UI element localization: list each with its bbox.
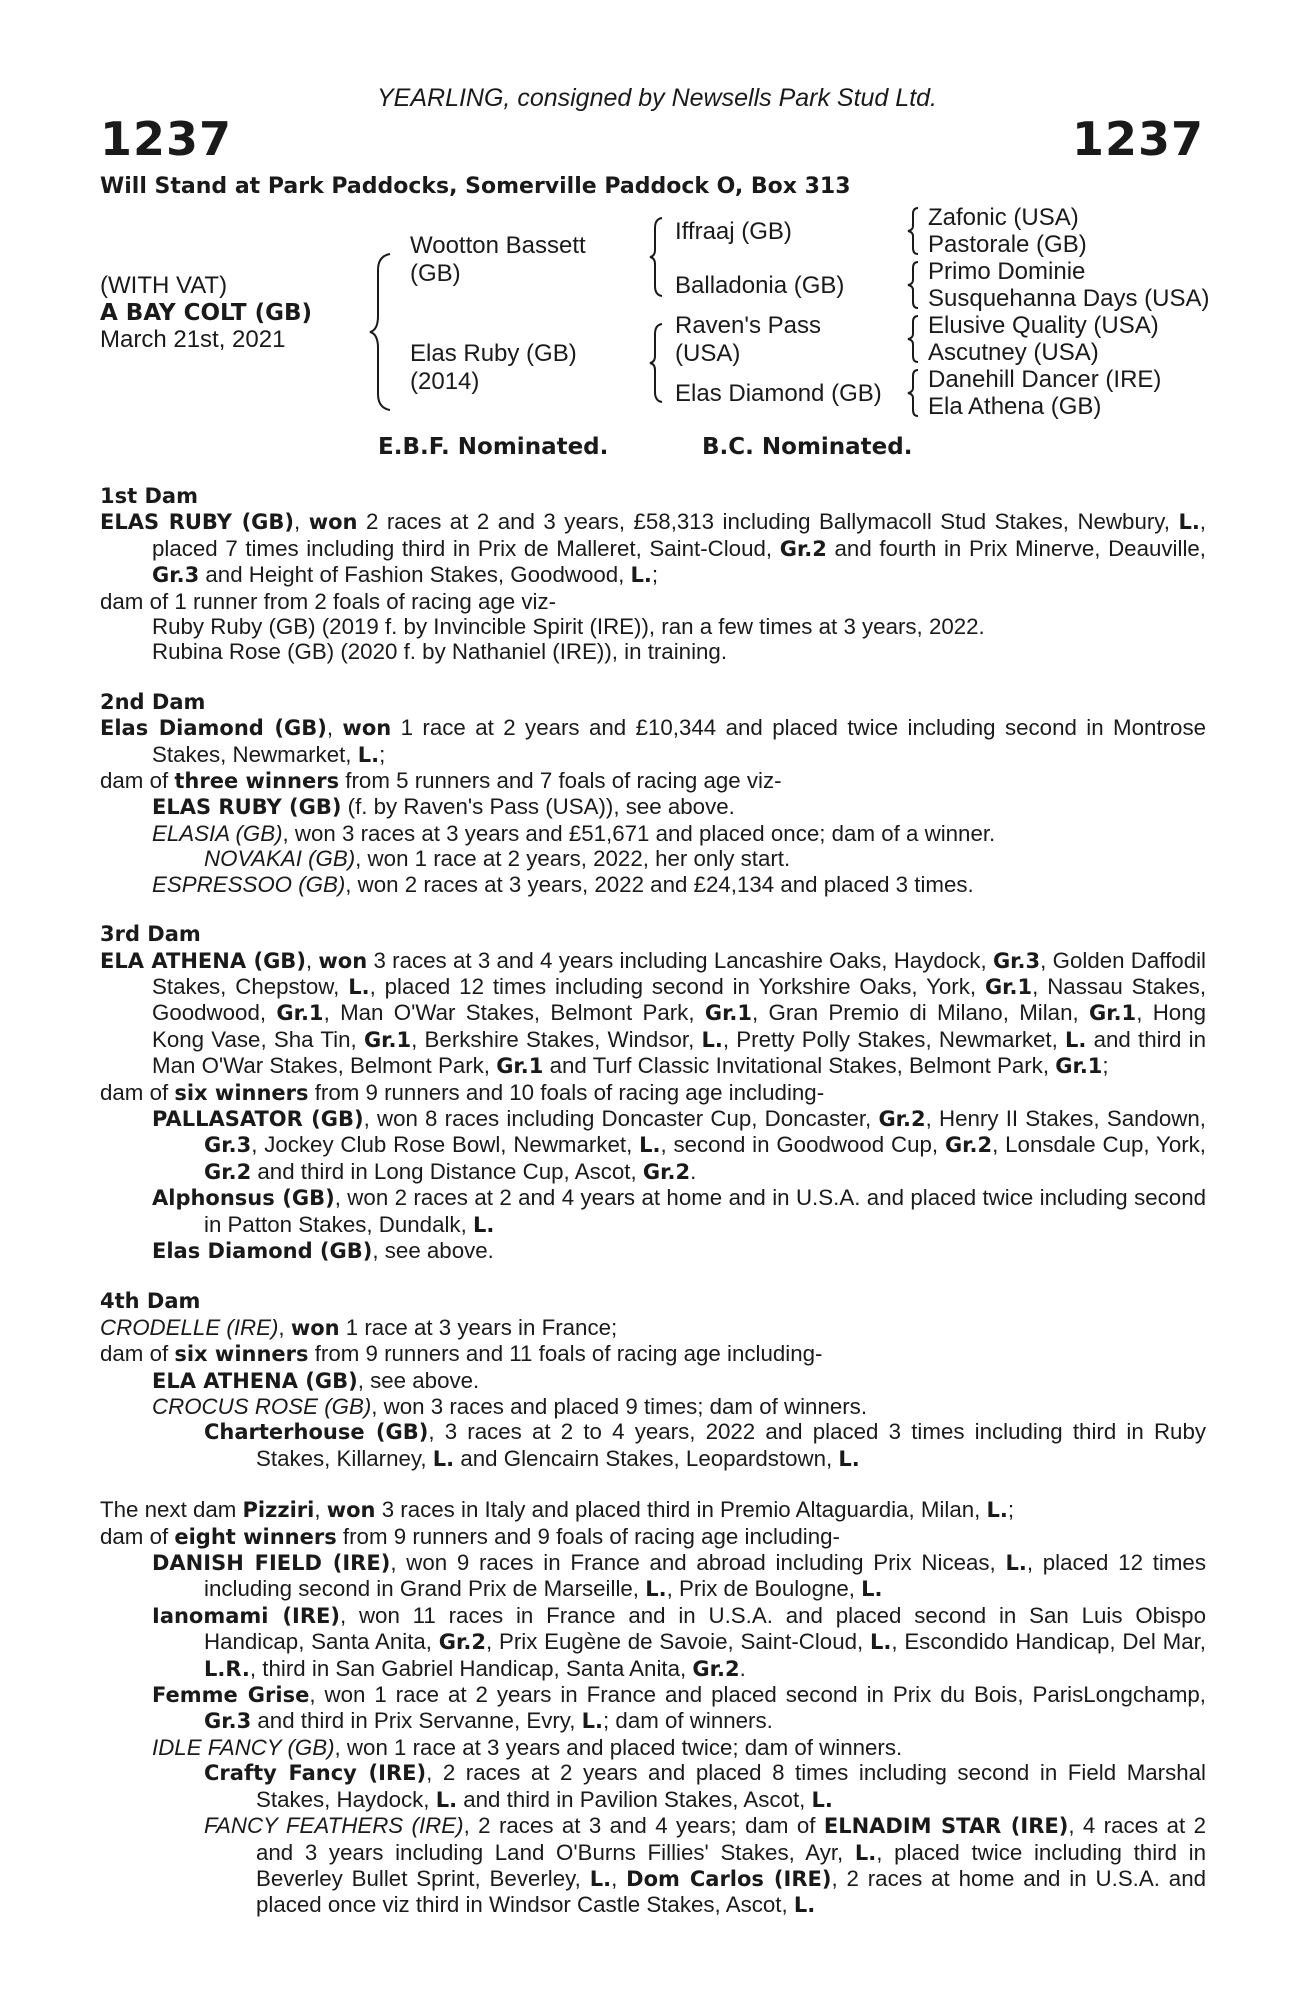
text-run: , won 8 races including Doncaster Cup, Doncaster, (363, 1105, 879, 1131)
text-run: , placed 7 times including third in Prix de Malleret, Saint-Cloud, (152, 509, 1206, 561)
text-run: , 2 races at 3 and 4 years; dam of (463, 1813, 824, 1839)
italic-run: IDLE FANCY (GB) (152, 1734, 335, 1760)
text-run: 1 race at 3 years in France; (339, 1314, 618, 1340)
text-run: ; (1102, 1053, 1109, 1079)
bold-run: L. (639, 1133, 661, 1158)
bold-run: Alphonsus (GB) (152, 1186, 335, 1211)
text-run: , Lonsdale Cup, York, (992, 1132, 1206, 1158)
text-run: , Escondido Handicap, Del Mar, (891, 1629, 1206, 1655)
bold-run: Pizziri (242, 1498, 315, 1523)
text-run: , won 11 races in France and in U.S.A. and placed second in San Luis Obispo Handicap, Santa Anita, (204, 1602, 1206, 1655)
g6: Ascutney (USA) (928, 339, 1099, 366)
text-run: , won 3 races and placed 9 times; dam of winners. (371, 1394, 868, 1419)
horse-name: A BAY COLT (GB) (100, 300, 313, 326)
bold-run: Gr.1 (704, 1001, 753, 1026)
catalogue-text (100, 484, 1206, 1919)
text-run: dam of (100, 1523, 175, 1549)
text-run: 3 races in Italy and placed third in Premio Altaguardia, Milan, (375, 1497, 987, 1523)
dam-paragraph (100, 948, 1206, 1080)
text-run: from 9 runners and 9 foals of racing age including- (336, 1523, 840, 1549)
g4: Susquehanna Days (USA) (928, 285, 1210, 312)
text-run: , see above. (357, 1367, 480, 1393)
produce-entry (100, 1603, 1206, 1682)
text-run: , Nassau Stakes, Goodwood, (152, 973, 1207, 1026)
text-run: , (611, 1865, 627, 1891)
text-run: and Height of Fashion Stakes, Goodwood, (199, 562, 631, 588)
consignor-line: YEARLING, consigned by Newsells Park Stud Ltd. (377, 84, 937, 112)
text-run: dam of (100, 1341, 175, 1367)
text-run: , won 1 race at 3 years and placed twice; dam of winners. (334, 1734, 903, 1760)
bold-run: six winners (174, 1342, 309, 1367)
dam-paragraph (100, 509, 1206, 588)
text-run: from 9 runners and 10 foals of racing age including- (308, 1079, 825, 1105)
text-run: and Turf Classic Invitational Stakes, Belmont Park, (543, 1053, 1056, 1079)
bold-run: Gr.2 (204, 1159, 252, 1184)
text-run: , 3 races at 2 to 4 years, 2022 and placed 3 times including third in Ruby Stakes, Killarney, (256, 1419, 1206, 1471)
sire-dam: Balladonia (GB) (675, 272, 845, 299)
bold-run: Gr.3 (152, 563, 200, 588)
bold-run: won (342, 716, 392, 741)
bold-run: L.R. (204, 1656, 250, 1681)
text-run: Rubina Rose (GB) (2020 f. by Nathaniel (IRE)), in training. (152, 639, 728, 665)
produce-entry (100, 794, 1206, 820)
produce-entry (100, 1394, 1206, 1419)
text-run: , Jockey Club Rose Bowl, Newmarket, (251, 1132, 640, 1158)
produce-entry (100, 821, 1206, 846)
bold-run: L. (986, 1498, 1008, 1523)
bold-run: Gr.2 (944, 1133, 993, 1158)
bold-run: Gr.1 (1055, 1054, 1103, 1079)
brace-g1 (906, 206, 924, 256)
dam-line2: (2014) (410, 368, 480, 395)
text-run: , (305, 947, 319, 973)
text-run: Ruby Ruby (GB) (2019 f. by Invincible Spirit (IRE)), ran a few times at 3 years, 2022. (152, 614, 985, 640)
text-run: , third in San Gabriel Handicap, Santa Anita, (249, 1655, 693, 1681)
dam-dam: Elas Diamond (GB) (675, 380, 882, 407)
produce-intro (100, 1341, 1206, 1367)
bold-run: L. (854, 1840, 877, 1865)
brace-g4 (906, 368, 924, 418)
text-run: 3 races at 3 and 4 years including Lancashire Oaks, Haydock, (367, 947, 993, 973)
g5: Elusive Quality (USA) (928, 312, 1159, 339)
text-run: ; dam of winners. (603, 1708, 773, 1734)
text-run: , won 1 race at 2 years, 2022, her only start. (355, 846, 791, 872)
produce-entry (100, 1106, 1206, 1185)
bold-run: eight winners (174, 1524, 337, 1549)
bold-run: Dom Carlos (IRE) (626, 1866, 832, 1891)
section-heading-1st-dam: 1st Dam (100, 484, 198, 508)
bold-run: L. (630, 563, 652, 588)
italic-run: CRODELLE (IRE) (100, 1314, 279, 1340)
text-run: , Prix Eugène de Savoie, Saint-Cloud, (485, 1629, 870, 1655)
text-run: , Berkshire Stakes, Windsor, (411, 1026, 702, 1052)
text-run: , 2 races at home and in U.S.A. and placed once viz third in Windsor Castle Stakes, Ascot, (256, 1865, 1207, 1918)
dam-paragraph (100, 1315, 1206, 1341)
text-run: and third in Prix Servanne, Evry, (251, 1708, 582, 1734)
text-run: , Golden Daffodil Stakes, Chepstow, (152, 947, 1207, 999)
text-run: , placed 12 times including second in Grand Prix de Marseille, (204, 1550, 1206, 1602)
lot-number-right: 1237 (1071, 112, 1204, 166)
bold-run: three winners (174, 769, 340, 794)
text-run: , won 2 races at 3 years, 2022 and £24,134 and placed 3 times. (345, 871, 974, 897)
bc-nomination: B.C. Nominated. (702, 434, 913, 460)
bold-run: won (290, 1315, 340, 1340)
text-run: dam of (100, 768, 175, 794)
bold-run: PALLASATOR (GB) (152, 1106, 364, 1131)
produce-entry (100, 1813, 1206, 1919)
dam-paragraph (100, 715, 1206, 768)
g8: Ela Athena (GB) (928, 393, 1102, 420)
text-run: , (294, 509, 309, 535)
text-run: and fourth in Prix Minerve, Deauville, (826, 535, 1206, 561)
bold-run: L. (838, 1446, 860, 1471)
g3: Primo Dominie (928, 258, 1086, 285)
produce-entry (100, 1185, 1206, 1238)
bold-run: Femme Grise (152, 1683, 310, 1708)
italic-run: ESPRESSOO (GB) (152, 871, 346, 897)
foaling-date: March 21st, 2021 (100, 326, 286, 353)
bold-run: ELAS RUBY (GB) (152, 795, 342, 820)
bold-run: L. (589, 1866, 612, 1891)
produce-entry (100, 614, 1206, 639)
text-run: and third in Long Distance Cup, Ascot, (251, 1158, 643, 1184)
italic-run: CROCUS ROSE (GB) (152, 1394, 372, 1419)
bold-run: L. (645, 1577, 667, 1602)
section-heading-4th-dam: 4th Dam (100, 1289, 201, 1314)
bold-run: L. (472, 1212, 495, 1237)
text-run: dam of 1 runner from 2 foals of racing age viz- (100, 588, 557, 614)
text-run: . (690, 1158, 697, 1184)
bold-run: L. (793, 1893, 816, 1918)
bold-run: won (326, 1498, 376, 1523)
bold-run: ELNADIM STAR (IRE) (823, 1814, 1069, 1839)
text-run: and Glencairn Stakes, Leopardstown, (454, 1445, 839, 1471)
brace-sire (648, 216, 670, 298)
produce-entry (100, 1419, 1206, 1472)
italic-run: NOVAKAI (GB) (204, 846, 356, 872)
bold-run: Gr.1 (496, 1054, 544, 1079)
sire-line1: Wootton Bassett (410, 232, 586, 259)
text-run: , 4 races at 2 and 3 years including Land O'Burns Fillies' Stakes, Ayr, (256, 1813, 1206, 1865)
bold-run: ELA ATHENA (GB) (152, 1368, 358, 1393)
brace-dam (648, 322, 670, 404)
text-run: , see above. (372, 1237, 494, 1263)
text-run: , (326, 715, 343, 741)
text-run: , Henry II Stakes, Sandown, (925, 1105, 1206, 1131)
text-run: , Man O'War Stakes, Belmont Park, (323, 1000, 705, 1026)
text-run: , Pretty Polly Stakes, Newmarket, (722, 1026, 1066, 1052)
bold-run: L. (1065, 1027, 1087, 1052)
bold-run: Charterhouse (GB) (204, 1420, 429, 1445)
g2: Pastorale (GB) (928, 231, 1087, 258)
text-run: 2 races at 2 and 3 years, £58,313 including Ballymacoll Stud Stakes, Newbury, (357, 509, 1179, 535)
bold-run: Gr.2 (779, 536, 827, 561)
text-run: , won 3 races at 3 years and £51,671 and placed once; dam of a winner. (282, 820, 996, 846)
produce-entry (100, 639, 1206, 664)
text-run: , won 2 races at 2 and 4 years at home and in U.S.A. and placed twice including second in Patton Stakes, Dundalk, (204, 1185, 1206, 1237)
brace-g3 (906, 314, 924, 364)
bold-run: Elas Diamond (GB) (100, 716, 327, 741)
bold-run: six winners (174, 1080, 309, 1105)
produce-entry (100, 1238, 1206, 1264)
g7: Danehill Dancer (IRE) (928, 366, 1162, 393)
section-heading-2nd-dam: 2nd Dam (100, 689, 206, 714)
stand-location: Will Stand at Park Paddocks, Somerville Paddock O, Box 313 (100, 174, 851, 199)
bold-run: Gr.1 (276, 1001, 324, 1026)
lot-number-left: 1237 (100, 112, 233, 166)
produce-entry (100, 1550, 1206, 1603)
text-run: (f. by Raven's Pass (USA)), see above. (341, 794, 735, 820)
bold-run: Crafty Fancy (IRE) (204, 1761, 427, 1786)
produce-entry (100, 1368, 1206, 1394)
bold-run: L. (1005, 1551, 1027, 1576)
text-run: , placed 12 times including second in Yorkshire Oaks, York, (369, 973, 985, 999)
text-run: , won 1 race at 2 years in France and placed second in Prix du Bois, ParisLongchamp, (309, 1682, 1206, 1708)
text-run: ; (651, 562, 659, 588)
next-dam-paragraph (100, 1497, 1206, 1523)
bold-run: Gr.3 (992, 948, 1041, 973)
sire-sire: Iffraaj (GB) (675, 218, 792, 245)
produce-intro (100, 1080, 1206, 1106)
bold-run: Ianomami (IRE) (152, 1603, 340, 1628)
text-run: , (314, 1497, 327, 1523)
text-run: ; (1007, 1497, 1015, 1523)
bold-run: L. (581, 1709, 604, 1734)
bold-run: L. (1178, 510, 1200, 535)
produce-entry (100, 872, 1206, 897)
g1: Zafonic (USA) (928, 204, 1079, 231)
text-run: , Prix de Boulogne, (666, 1576, 862, 1602)
bold-run: Elas Diamond (GB) (152, 1238, 373, 1263)
bold-run: Gr.1 (363, 1027, 412, 1052)
bold-run: L. (432, 1446, 455, 1471)
bold-run: L. (861, 1577, 883, 1602)
bold-run: Gr.1 (1088, 1001, 1137, 1026)
bold-run: L. (811, 1787, 833, 1812)
vat-note: (WITH VAT) (100, 272, 228, 299)
text-run: and third in Pavilion Stakes, Ascot, (457, 1786, 812, 1812)
bold-run: won (318, 948, 368, 973)
bold-run: L. (357, 742, 380, 767)
brace-g2 (906, 260, 924, 310)
produce-intro (100, 1524, 1206, 1550)
dam-sire-line1: Raven's Pass (675, 312, 821, 339)
bold-run: ELAS RUBY (GB) (100, 510, 295, 535)
text-run: from 5 runners and 7 foals of racing age viz- (339, 768, 782, 794)
bold-run: L. (701, 1027, 723, 1052)
bold-run: Gr.2 (642, 1159, 691, 1184)
italic-run: FANCY FEATHERS (IRE) (204, 1813, 464, 1839)
bold-run: Gr.3 (204, 1133, 252, 1158)
text-run: , 2 races at 2 years and placed 8 times including second in Field Marshal Stakes, Haydock, (256, 1760, 1206, 1812)
text-run: and third in Man O'War Stakes, Belmont Park, (152, 1026, 1206, 1079)
bold-run: Gr.2 (692, 1656, 740, 1681)
text-run: , won 9 races in France and abroad including Prix Niceas, (390, 1550, 1006, 1576)
bold-run: Gr.1 (984, 974, 1033, 999)
produce-entry (100, 846, 1206, 871)
section-heading-3rd-dam: 3rd Dam (100, 922, 201, 947)
ebf-nomination: E.B.F. Nominated. (378, 434, 609, 460)
text-run: , (278, 1314, 291, 1340)
italic-run: ELASIA (GB) (152, 820, 283, 846)
bold-run: ELA ATHENA (GB) (100, 948, 306, 973)
bold-run: L. (348, 974, 370, 999)
text-run: The next dam (100, 1497, 243, 1523)
bold-run: Gr.2 (878, 1106, 926, 1131)
text-run: 1 race at 2 years and £10,344 and placed twice including second in Montrose Stakes, Newmarket, (152, 715, 1206, 767)
bold-run: Gr.2 (438, 1630, 486, 1655)
bold-run: won (308, 510, 358, 535)
produce-entry (100, 1682, 1206, 1735)
text-run: , Gran Premio di Milano, Milan, (752, 1000, 1089, 1026)
sire-line2: (GB) (410, 260, 461, 287)
text-run: from 9 runners and 11 foals of racing age including- (308, 1341, 823, 1367)
brace-main (368, 252, 398, 412)
bold-run: L. (435, 1787, 458, 1812)
dam-line1: Elas Ruby (GB) (410, 340, 577, 367)
produce-intro (100, 589, 1206, 614)
text-run: , second in Goodwood Cup, (660, 1132, 945, 1158)
produce-entry (100, 1760, 1206, 1813)
bold-run: Gr.3 (204, 1709, 252, 1734)
produce-entry (100, 1735, 1206, 1760)
text-run: , placed twice including third in Beverley Bullet Sprint, Beverley, (256, 1839, 1206, 1891)
bold-run: DANISH FIELD (IRE) (152, 1551, 391, 1576)
bold-run: L. (869, 1630, 892, 1655)
text-run: . (739, 1655, 746, 1681)
dam-sire-line2: (USA) (675, 340, 741, 367)
text-run: ; (379, 741, 386, 767)
text-run: , Hong Kong Vase, Sha Tin, (152, 1000, 1206, 1052)
text-run: dam of (100, 1079, 175, 1105)
produce-intro (100, 768, 1206, 794)
